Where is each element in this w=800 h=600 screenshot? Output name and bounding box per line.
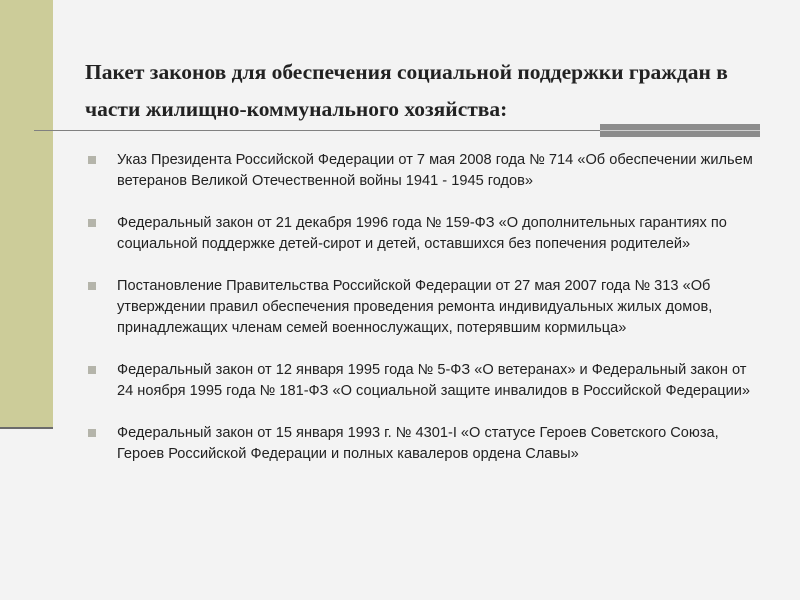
side-accent-bar xyxy=(0,0,53,427)
list-item xyxy=(88,360,753,402)
list-item-text: Федеральный закон от 12 января 1995 года № 5-ФЗ «О ветеранах» и Федеральный закон от 24 ноября 1995 года № 181-ФЗ «О социальной защите инвалидов в Российской Федерации» xyxy=(117,362,751,399)
slide-title: Пакет законов для обеспечения социальной поддержки граждан в части жилищно-коммунального хозяйства: xyxy=(85,60,728,121)
list-item xyxy=(88,276,753,339)
list-item-text: Постановление Правительства Российской Федерации от 27 мая 2007 года № 313 «Об утверждении правил обеспечения проведения ремонта индивидуальных жилых домов, принадлежащих членам семей военнослужащих, потерявшим кормильца» xyxy=(117,278,713,336)
list-item xyxy=(88,213,753,255)
list-item xyxy=(88,423,753,465)
square-bullet-icon xyxy=(88,282,96,290)
square-bullet-icon xyxy=(88,219,96,227)
list-item-text: Указ Президента Российской Федерации от 7 мая 2008 года № 714 «Об обеспечении жильем ветеранов Великой Отечественной войны 1941 - 1945 годов» xyxy=(117,152,753,189)
list-item xyxy=(88,150,753,192)
list-item-text: Федеральный закон от 15 января 1993 г. № 4301-I «О статусе Героев Советского Союза, Героев Российской Федерации и полных кавалеров ордена Славы» xyxy=(117,425,719,462)
title-divider-line xyxy=(34,130,600,131)
title-divider-block xyxy=(600,124,760,137)
list-item-text: Федеральный закон от 21 декабря 1996 года № 159-ФЗ «О дополнительных гарантиях по социальной поддержке детей-сирот и детей, оставшихся без попечения родителей» xyxy=(117,215,727,252)
square-bullet-icon xyxy=(88,366,96,374)
side-accent-underline xyxy=(0,427,53,429)
law-list xyxy=(88,150,753,486)
square-bullet-icon xyxy=(88,429,96,437)
square-bullet-icon xyxy=(88,156,96,164)
